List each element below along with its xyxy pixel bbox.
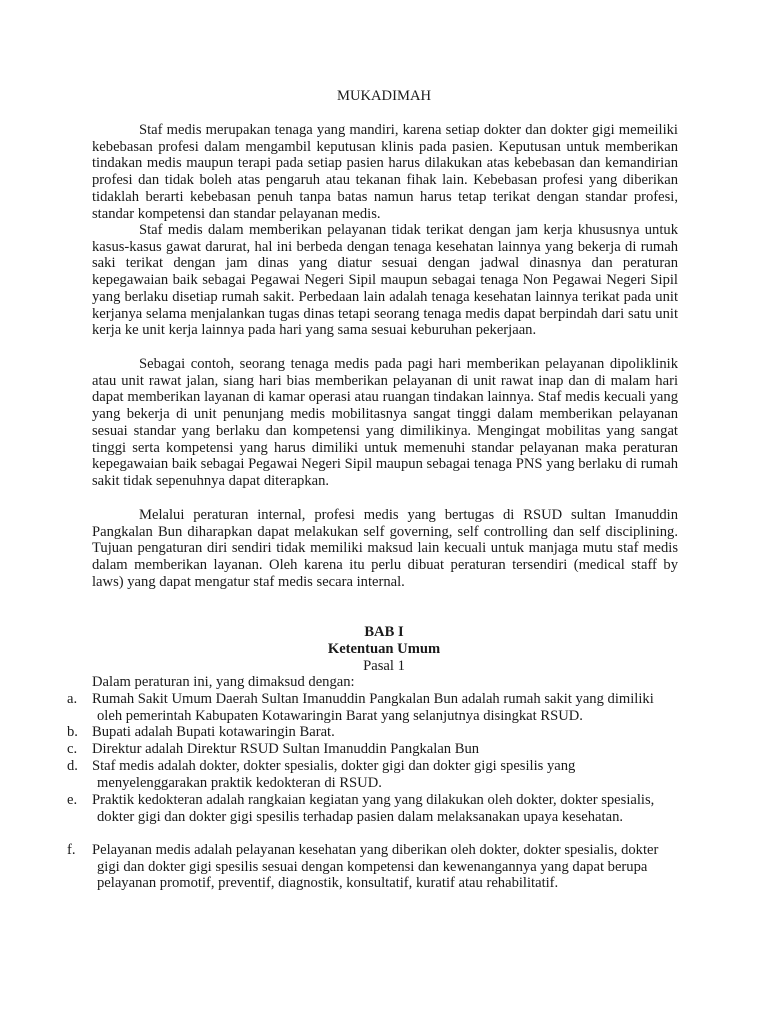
list-marker: c. — [67, 741, 78, 757]
definition-text: Rumah Sakit Umum Daerah Sultan Imanuddin Pangkalan Bun adalah rumah sakit yang dimiliki oleh pemerintah Kabupaten Kotawaringin Barat yang selanjutnya disingkat RSUD. — [92, 691, 654, 724]
chapter-name: Ketentuan Umum — [327, 641, 441, 657]
list-marker: f. — [67, 842, 76, 858]
definition-text: Staf medis adalah dokter, dokter spesialis, dokter gigi dan dokter gigi spesilis yang menyelenggarakan praktik kedokteran di RSUD. — [92, 758, 576, 791]
definition-text: Direktur adalah Direktur RSUD Sultan Imanuddin Pangkalan Bun — [92, 741, 480, 757]
definition-item-a — [67, 691, 682, 724]
definition-item-c — [67, 741, 682, 758]
preamble-paragraph-2: Staf medis dalam memberikan pelayanan tidak terikat dengan jam kerja khususnya untuk kasus-kasus gawat darurat, hal ini berbeda dengan tenaga kesehatan lainnya yang bekerja di rumah saki terikat dengan jam dinas yang diatur sesuai dengan jadwal dinasnya dan peraturan kepegawaian baik sebagai Pegawai Negeri Sipil maupun sebagai tenaga Non Pegawai Negeri Sipil yang berlaku disetiap rumah sakit. Perbedaan lain adalah tenaga kesehatan lainnya terikat pada unit kerjanya selama menjalankan tugas dinas tetapi seorang tenaga medis dapat berpindah dari satu unit kerja ke unit kerja lainnya pada hari yang sama sesuai keburuhan pekerjaan. — [92, 222, 678, 339]
list-marker: e. — [67, 792, 78, 808]
chapter-number: BAB I — [364, 624, 404, 640]
definition-item-b — [67, 724, 682, 741]
preamble-title: MUKADIMAH — [336, 88, 432, 104]
list-marker: b. — [67, 724, 78, 740]
definition-text: Praktik kedokteran adalah rangkaian kegiatan yang yang dilakukan oleh dokter, dokter spesialis, dokter gigi dan dokter gigi spesilis terhadap pasien dalam melaksanakan upaya kesehatan. — [92, 792, 655, 825]
definition-item-e — [67, 792, 682, 825]
list-marker: a. — [67, 691, 78, 707]
preamble-paragraph-1: Staf medis merupakan tenaga yang mandiri, karena setiap dokter dan dokter gigi memeiliki kebebasan profesi dalam mengambil keputusan klinis pada pasien. Keputusan untuk memberikan tindakan medis maupun terapi pada setiap pasien harus dilakukan atas kebebasan dan kemandirian profesi dan tidak boleh atas pengaruh atau tekanan fihak lain. Kebebasan profesi yang diberikan tidaklah berarti kebebasan penuh tanpa batas namun harus tetap terikat dengan standar profesi, standar kompetensi dan standar pelayanan medis. — [92, 122, 678, 222]
article-title: Pasal 1 — [363, 658, 405, 674]
list-marker: d. — [67, 758, 78, 774]
definition-item-f — [67, 842, 682, 892]
definition-item-d — [67, 758, 682, 791]
preamble-paragraph-4: Melalui peraturan internal, profesi medis yang bertugas di RSUD sultan Imanuddin Pangkalan Bun diharapkan dapat melakukan self governing, self controlling dan self disciplining. Tujuan pengaturan diri sendiri tidak memiliki maksud lain kecuali untuk manjaga mutu staf medis dalam memberikan layanan. Oleh karena itu perlu dibuat peraturan tersendiri (medical staff by laws) yang dapat mengatur staf medis secara internal. — [92, 507, 678, 590]
preamble-paragraph-3: Sebagai contoh, seorang tenaga medis pada pagi hari memberikan pelayanan dipoliklinik atau unit rawat jalan, siang hari bias memberikan pelayanan di unit rawat inap dan di malam hari dapat memberikan layanan di kamar operasi atau ruangan tindakan lainnya. Staf medis kecuali yang yang bekerja di unit penunjang medis mobilitasnya sangat tinggi dalam memberikan pelayanan sesuai standar yang berlaku dan kompetensi yang dimilikinya. Mengingat mobilitas yang sangat tinggi serta kompetensi yang harus dimiliki untuk memenuhi standar pelayanan maka peraturan kepegawaian baik sebagai Pegawai Negeri Sipil maupun sebagai tenaga PNS yang berlaku di rumah sakit tidak sepenuhnya dapat diterapkan. — [92, 356, 678, 489]
definition-text: Pelayanan medis adalah pelayanan kesehatan yang diberikan oleh dokter, dokter spesialis, dokter gigi dan dokter gigi spesilis sesuai dengan kompetensi dan kewenangannya yang dapat berupa pelayanan promotif, preventif, diagnostik, konsultatif, kuratif atau rehabilitatif. — [92, 842, 659, 892]
definition-text: Bupati adalah Bupati kotawaringin Barat. — [92, 724, 335, 740]
definitions-intro: Dalam peraturan ini, yang dimaksud dengan: — [92, 674, 355, 690]
